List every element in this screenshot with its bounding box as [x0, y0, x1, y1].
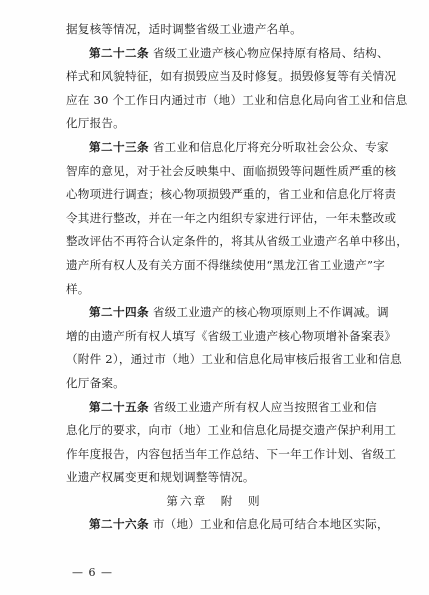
text-line: 心物项进行调查；核心物项损毁严重的，省工业和信息化厅将责 — [66, 187, 397, 202]
article-text: 省级工业遗产的核心物项原则上不作调减。调 — [148, 305, 389, 320]
article-text: 省工业和信息化厅将充分听取社会公众、专家 — [148, 139, 389, 154]
article-first-line — [66, 301, 389, 325]
page-number: — 6 — — [72, 566, 113, 579]
article-first-line — [66, 136, 389, 160]
text-line: 据复核等情况，适时调整省级工业遗产名单。 — [66, 22, 302, 36]
article-text: 省级工业遗产核心物应保持原有格局、结构、 — [148, 45, 389, 60]
text-line: 遗产所有权人及有关方面不得继续使用“黑龙江省工业遗产”字 — [66, 257, 385, 272]
text-line: （附件 2），通过市（地）工业和信息化局审核后报省工业和信息 — [66, 352, 402, 367]
text-line: 增的由遗产所有权人填写《省级工业遗产核心物项增补备案表》 — [66, 328, 397, 343]
text-line: 整改评估不再符合认定条件的，将其从省级工业遗产名单中移出， — [66, 234, 409, 249]
chapter-heading: 第六章 附 则 — [166, 493, 262, 508]
text-line: 息化厅的要求，向市（地）工业和信息化局提交遗产保护利用工 — [66, 423, 397, 438]
text-line: 智库的意见，对于社会反映集中、面临损毁等问题性质严重的核 — [66, 163, 397, 178]
article-number: 第二十五条 — [89, 399, 149, 414]
text-line: 样。 — [66, 281, 90, 296]
article-first-line — [66, 396, 382, 420]
article-first-line — [66, 513, 389, 537]
article-text: 省级工业遗产所有权人应当按照省工业和信 — [148, 399, 377, 414]
article-number: 第二十三条 — [89, 139, 149, 154]
text-line: 作年度报告，内容包括当年工作总结、下一年工作计划、省级工 — [66, 446, 397, 461]
document-body — [66, 18, 409, 537]
text-line: 化厅报告。 — [66, 116, 125, 131]
article-number: 第二十四条 — [89, 305, 149, 320]
text-line: 样式和风貌特征，如有损毁应当及时修复。损毁修复等有关情况 — [66, 69, 397, 84]
article-number: 第二十二条 — [89, 45, 149, 60]
article-text: 市（地）工业和信息化局可结合本地区实际， — [148, 517, 389, 532]
article-number: 第二十六条 — [89, 517, 149, 532]
text-line: 令其进行整改，并在一年之内组织专家进行评估，一年未整改或 — [66, 210, 397, 225]
text-line: 应在 30 个工作日内通过市（地）工业和信息化局向省工业和信息 — [66, 92, 408, 107]
article-first-line — [66, 42, 389, 66]
text-line: 业遗产权属变更和规划调整等情况。 — [66, 470, 255, 485]
text-line: 化厅备案。 — [66, 375, 125, 390]
